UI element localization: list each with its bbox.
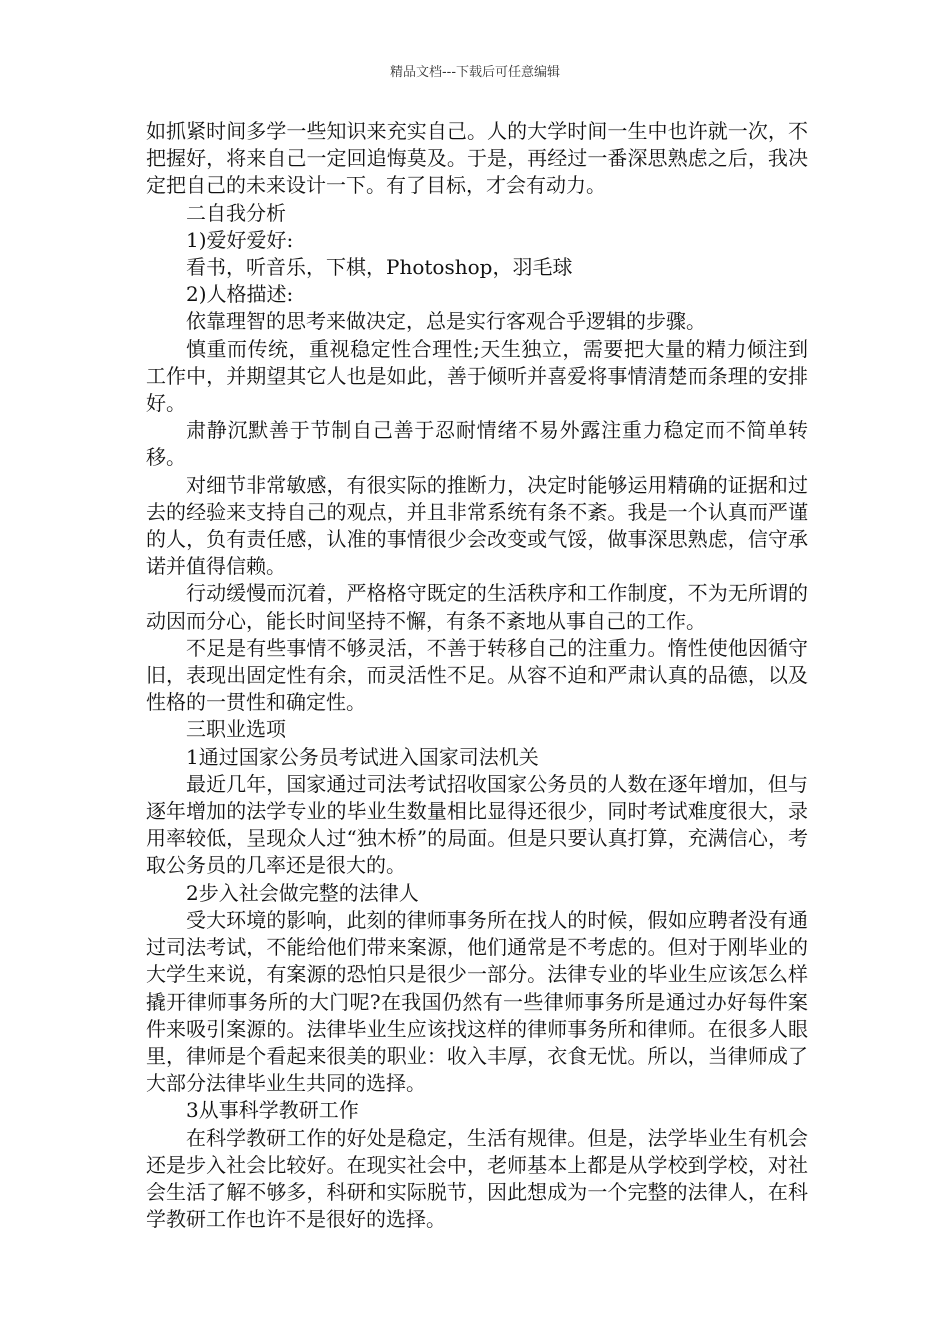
paragraph: 看书，听音乐，下棋，Photoshop，羽毛球 (186, 255, 573, 280)
subheading: 3从事科学教研工作 (186, 1098, 359, 1123)
paragraph: 如抓紧时间多学一些知识来充实自己。人的大学时间一生中也许就一次，不把握好，将来自己一定回追悔莫及。于是，再经过一番深思熟虑之后，我决定把自己的未来设计一下。有了目标，才会有动力。 (146, 119, 808, 198)
document-body (146, 118, 808, 1233)
paragraph: 慎重而传统，重视稳定性合理性;天生独立，需要把大量的精力倾注到工作中，并期望其它人也是如此，善于倾听并喜爱将事情清楚而条理的安排好。 (146, 336, 808, 416)
paragraph: 依靠理智的思考来做决定，总是实行客观合乎逻辑的步骤。 (186, 309, 706, 334)
subheading: 2)人格描述: (186, 282, 294, 307)
paragraph: 肃静沉默善于节制自己善于忍耐情绪不易外露注重力稳定而不简单转移。 (146, 418, 808, 470)
paragraph: 最近几年，国家通过司法考试招收国家公务员的人数在逐年增加，但与逐年增加的法学专业的毕业生数量相比显得还很少，同时考试难度很大，录用率较低，呈现众人过“独木桥”的局面。但是只要认真打算，充满信心，考取公务员的几率还是很大的。 (146, 771, 808, 878)
paragraph: 不足是有些事情不够灵活，不善于转移自己的注重力。惰性使他因循守旧，表现出固定性有余，而灵活性不足。从容不迫和严肃认真的品德，以及性格的一贯性和确定性。 (146, 635, 808, 715)
subheading: 2步入社会做完整的法律人 (186, 880, 419, 905)
paragraph: 在科学教研工作的好处是稳定，生活有规律。但是，法学毕业生有机会还是步入社会比较好。在现实社会中，老师基本上都是从学校到学校，对社会生活了解不够多，科研和实际脱节，因此想成为一个完整的法律人，在科学教研工作也许不是很好的选择。 (146, 1125, 808, 1232)
section-heading: 二自我分析 (186, 200, 286, 225)
paragraph: 受大环境的影响，此刻的律师事务所在找人的时候，假如应聘者没有通过司法考试，不能给他们带来案源，他们通常是不考虑的。但对于刚毕业的大学生来说，有案源的恐怕只是很少一部分。法律专业的毕业生应该怎么样撬开律师事务所的大门呢?在我国仍然有一些律师事务所是通过办好每件案件来吸引案源的。法律毕业生应该找这样的律师事务所和律师。在很多人眼里，律师是个看起来很美的职业：收入丰厚，衣食无忧。所以，当律师成了大部分法律毕业生共同的选择。 (146, 907, 808, 1096)
subheading: 1)爱好爱好: (186, 227, 294, 252)
subheading: 1通过国家公务员考试进入国家司法机关 (186, 744, 539, 769)
section-heading: 三职业选项 (186, 717, 286, 742)
paragraph: 行动缓慢而沉着，严格格守既定的生活秩序和工作制度，不为无所谓的动因而分心，能长时间坚持不懈，有条不紊地从事自己的工作。 (146, 581, 808, 633)
page-header: 精品文档---下载后可任意编辑 (389, 65, 561, 80)
paragraph: 对细节非常敏感，有很实际的推断力，决定时能够运用精确的证据和过去的经验来支持自己的观点，并且非常系统有条不紊。我是一个认真而严谨的人，负有责任感，认准的事情很少会改变或气馁，做事深思熟虑，信守承诺并值得信赖。 (146, 472, 808, 579)
